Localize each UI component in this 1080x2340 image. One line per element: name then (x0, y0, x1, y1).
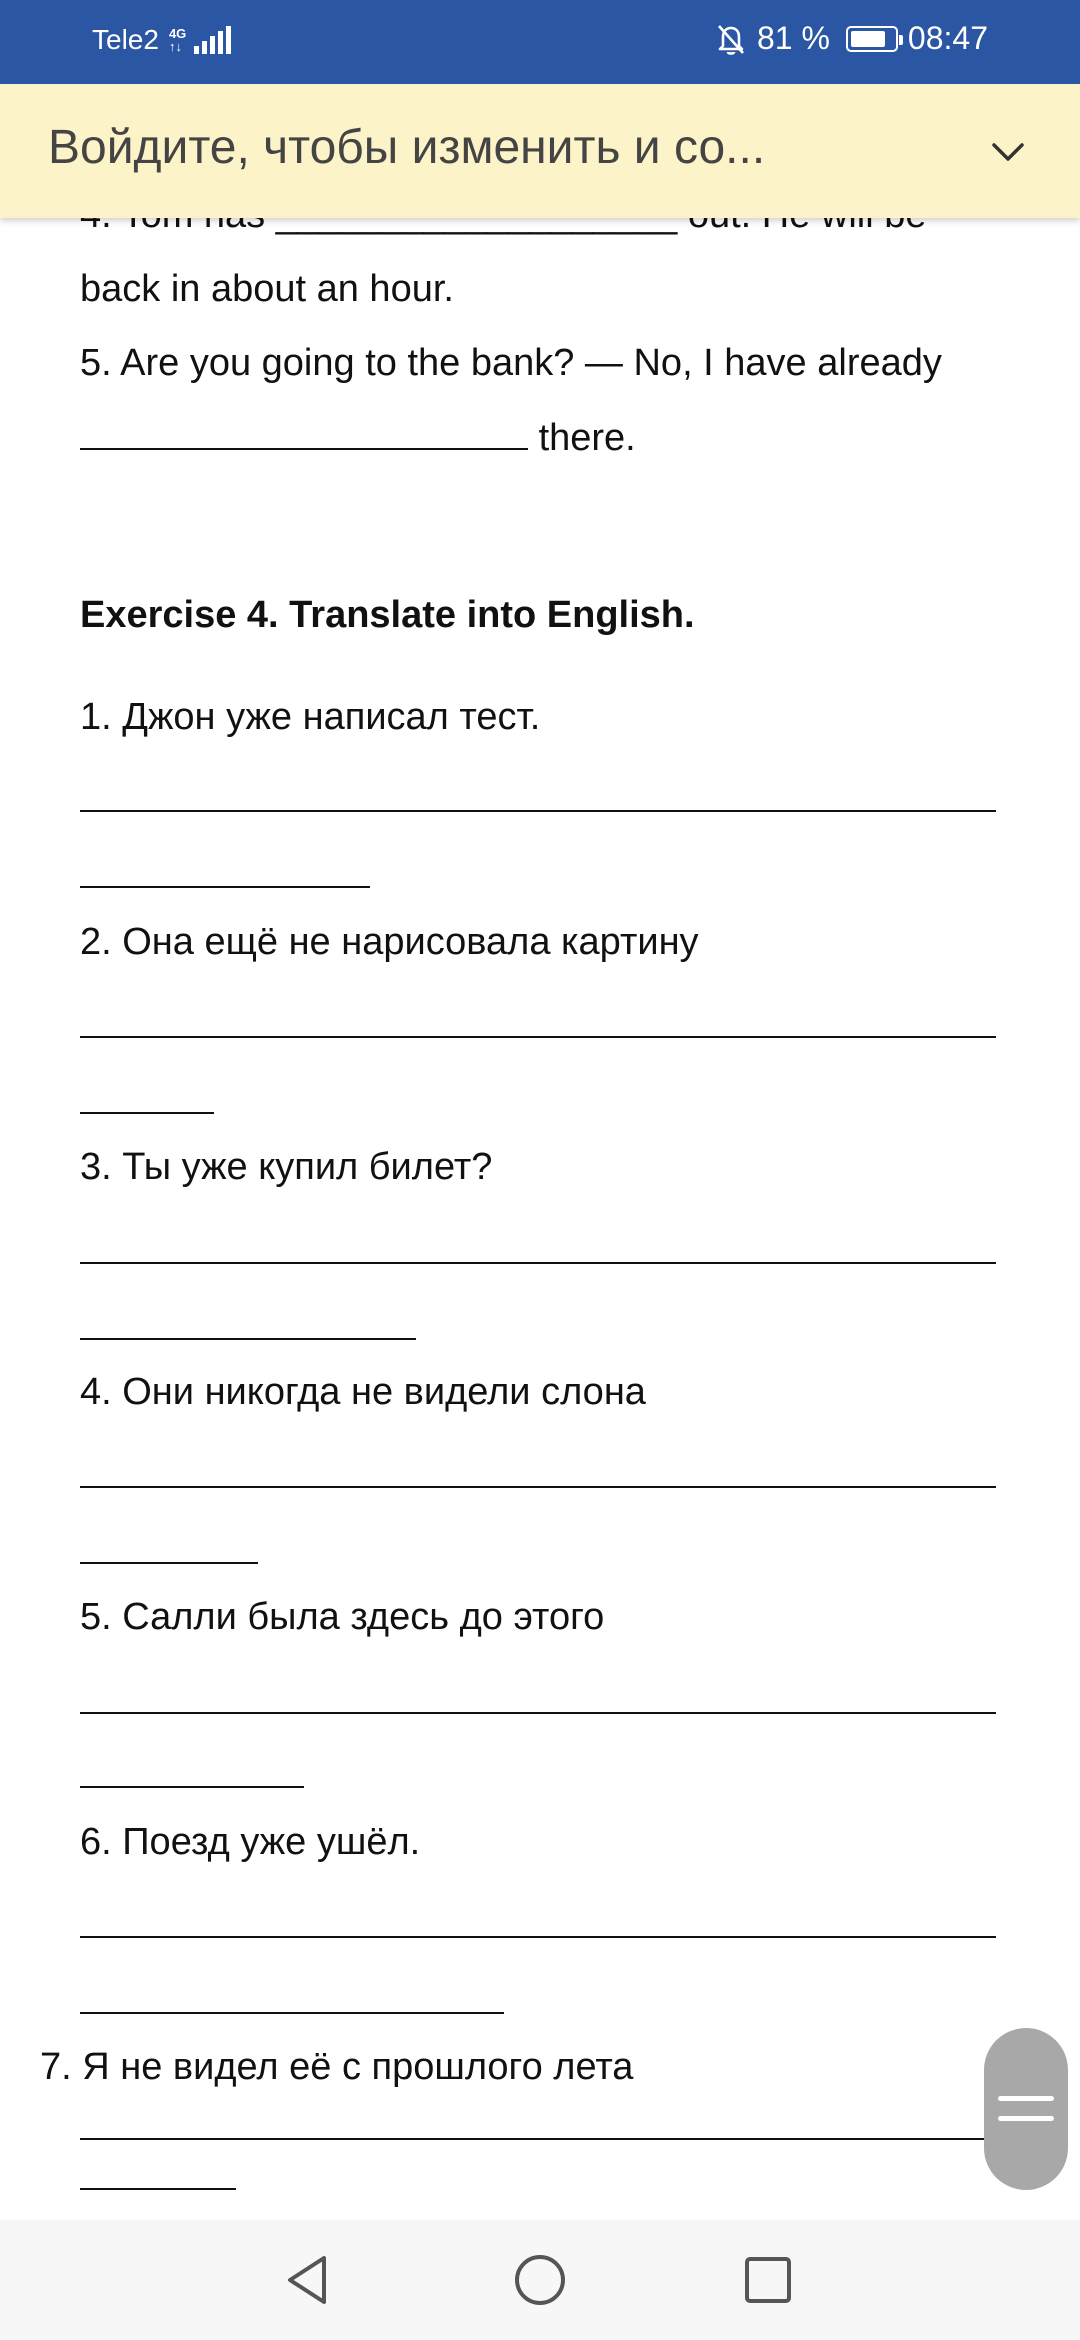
answer-line (80, 1036, 996, 1038)
battery-percent: 81 % (756, 20, 830, 56)
network-type: 4G ↑↓ (168, 26, 187, 54)
answer-line (80, 1936, 996, 1938)
bell-off-icon (715, 22, 747, 56)
status-bar (0, 0, 1080, 84)
battery-icon (846, 26, 898, 52)
scroll-handle[interactable] (984, 2028, 1068, 2190)
exercise-item-7: 7. Я не видел её с прошлого лета (40, 2046, 634, 2088)
banner-message[interactable]: Войдите, чтобы изменить и со... (48, 121, 766, 174)
navigation-bar (0, 2220, 1080, 2340)
sign-in-banner[interactable] (0, 84, 1080, 218)
exercise-item-5: 5. Салли была здесь до этого (80, 1596, 605, 1638)
answer-line (80, 1712, 996, 1714)
chevron-down-icon[interactable] (984, 128, 1032, 176)
answer-line (80, 1486, 996, 1488)
item4-continued: back in about an hour. (80, 268, 454, 310)
exercise-item-1: 1. Джон уже написал тест. (80, 696, 541, 738)
exercise-item-3: 3. Ты уже купил билет? (80, 1146, 493, 1188)
recents-icon[interactable] (732, 2244, 804, 2316)
answer-line (80, 2012, 504, 2014)
answer-line (80, 1562, 258, 1564)
grip-line (998, 2116, 1054, 2121)
status-right (715, 20, 988, 57)
answer-line (80, 1786, 304, 1788)
answer-line (80, 1112, 214, 1114)
grip-line (998, 2096, 1054, 2101)
answer-line (80, 810, 996, 812)
carrier-info (92, 24, 231, 56)
item5-text: 5. Are you going to the bank? — No, I have already (80, 342, 942, 384)
exercise-item-4: 4. Они никогда не видели слона (80, 1371, 646, 1413)
answer-blank (80, 414, 528, 450)
answer-line (80, 1262, 996, 1264)
exercise-item-2: 2. Она ещё не нарисовала картину (80, 921, 699, 963)
item5-end: there. (538, 417, 636, 459)
answer-line (80, 2188, 236, 2190)
carrier-name: Tele2 (92, 24, 159, 55)
back-icon[interactable] (272, 2244, 344, 2316)
item5-line (80, 414, 636, 461)
clock: 08:47 (907, 20, 988, 56)
exercise-heading: Exercise 4. Translate into English. (80, 594, 695, 636)
signal-icon (194, 26, 231, 54)
answer-line (80, 1338, 416, 1340)
home-icon[interactable] (504, 2244, 576, 2316)
exercise-item-6: 6. Поезд уже ушёл. (80, 1821, 421, 1863)
answer-line (80, 2138, 996, 2140)
answer-line (80, 886, 370, 888)
